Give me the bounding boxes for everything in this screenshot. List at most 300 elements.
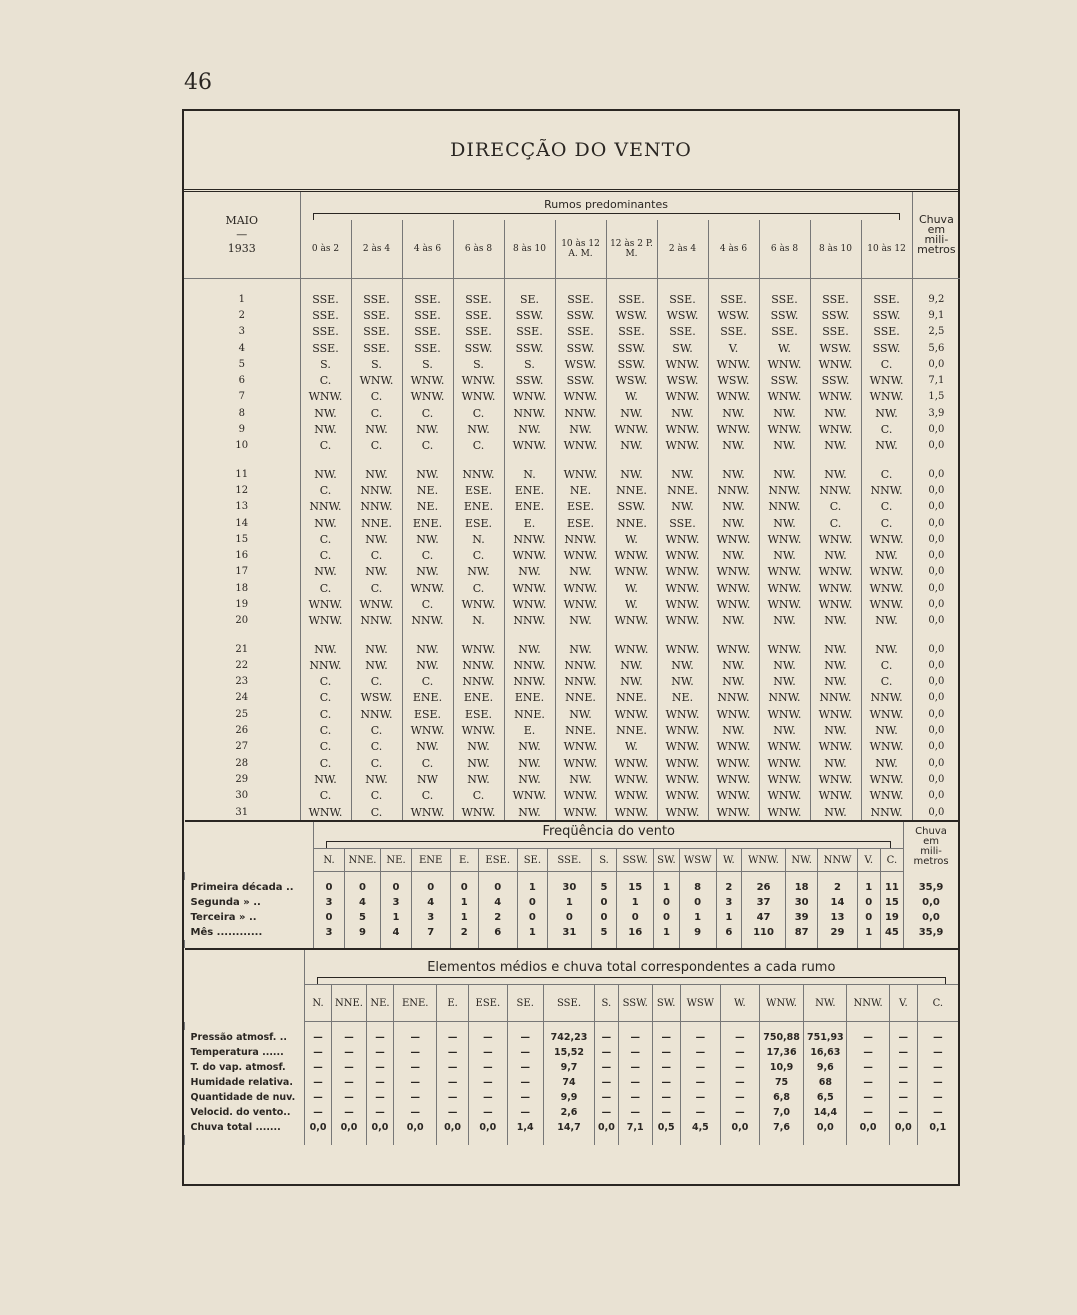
elem-cell: 0,0 [437,1120,469,1135]
elem-cell: 7,1 [618,1120,652,1135]
chuva-cell: 0,0 [912,438,960,454]
freq-cell: 1 [450,910,478,925]
wind-direction-cell: NW. [708,499,759,515]
day-number: 5 [238,358,245,370]
wind-direction-cell: NW. [300,515,351,531]
wind-direction-cell: WNW. [555,755,606,771]
wind-direction-cell: NW. [300,466,351,482]
day-number: 3 [238,326,245,338]
elem-cell: 0,1 [917,1120,958,1135]
wind-direction-cell: SSW. [810,307,861,323]
wind-direction-cell: WNW. [606,641,657,657]
elem-cell: 750,88 [759,1030,804,1045]
freq-row-label: Terceira » .. [190,912,257,924]
wind-direction-cell: C. [300,482,351,498]
wind-direction-cell: NW. [300,421,351,437]
chuva-cell: 9,2 [912,291,960,307]
wind-direction-cell: SSE. [351,340,402,356]
elem-cell: — [917,1090,958,1105]
wind-direction-cell: WNW. [759,804,810,820]
elem-cell: 0,0 [847,1120,890,1135]
freq-cell: 7 [411,925,450,940]
wind-direction-cell: NNE. [606,690,657,706]
wind-direction-cell: NW. [555,641,606,657]
freq-cell: 26 [742,880,786,895]
day-row [184,466,960,482]
wind-direction-cell: NW. [606,466,657,482]
wind-direction-cell: NNW. [861,482,912,498]
wind-direction-cell: C. [861,674,912,690]
wind-direction-cell: NNW. [504,674,555,690]
wind-direction-cell: NW. [453,755,504,771]
day-number: 12 [235,484,249,496]
wind-direction-cell: SSW. [861,307,912,323]
wind-direction-cell: WSW. [351,690,402,706]
wind-direction-cell: E. [504,515,555,531]
wind-direction-cell: WNW. [555,739,606,755]
elem-cell: — [437,1060,469,1075]
day-row [184,547,960,563]
elem-cell: 4,5 [680,1120,721,1135]
wind-direction-cell: NW. [657,499,708,515]
day-number: 27 [235,741,249,753]
wind-direction-cell: WNW. [759,531,810,547]
freq-cell: 1 [654,925,679,940]
elem-row [185,1060,959,1075]
wind-direction-cell: W. [759,340,810,356]
elem-cell: — [507,1060,543,1075]
wind-direction-cell: SSE. [759,291,810,307]
freq-cell: 0 [411,880,450,895]
wind-direction-cell: NW. [861,405,912,421]
wind-direction-cell: NE. [402,482,453,498]
day-row [184,804,960,820]
wind-direction-cell: NW. [861,641,912,657]
wind-direction-cell: NW. [708,722,759,738]
freq-cell: 1 [857,925,880,940]
elem-cell: — [917,1105,958,1120]
day-number: 19 [235,598,249,610]
day-number: 16 [235,550,249,562]
wind-direction-cell: NNE. [555,690,606,706]
wind-direction-cell: SSW. [606,499,657,515]
wind-direction-cell: NNW. [861,804,912,820]
chuva-cell: 0,0 [912,674,960,690]
chuva-cell: 0,0 [912,657,960,673]
wind-direction-cell: SSE. [453,307,504,323]
wind-direction-cell: NNW. [810,482,861,498]
brace [326,841,891,848]
wind-direction-cell: WNW. [708,804,759,820]
wind-direction-cell: NW. [657,674,708,690]
day-row [184,674,960,690]
wind-direction-cell: WSW. [555,356,606,372]
direction-header: E. [437,985,469,1022]
chuva-header: Chuva em mili- metros [904,821,958,872]
wind-direction-cell: NNW. [759,499,810,515]
wind-direction-cell: C. [810,515,861,531]
freq-cell: 5 [344,910,381,925]
wind-direction-cell: NW. [861,613,912,629]
day-row [184,291,960,307]
freq-row [185,910,959,925]
elem-cell: — [847,1090,890,1105]
elem-cell: 0,0 [304,1120,332,1135]
elem-row-label: Velocid. do vento.. [190,1107,291,1119]
wind-direction-cell: WNW. [759,771,810,787]
wind-direction-cell: WSW. [708,307,759,323]
elem-cell: — [618,1045,652,1060]
elem-cell: — [917,1045,958,1060]
day-row [184,706,960,722]
wind-direction-cell: SSE. [351,324,402,340]
wind-direction-cell: NNW. [453,657,504,673]
direction-header: C. [880,849,903,872]
wind-direction-cell: WNW. [759,788,810,804]
wind-direction-cell: W. [606,739,657,755]
direction-header: NNE. [332,985,366,1022]
freq-cell: 0 [591,910,616,925]
wind-direction-cell: WNW. [708,706,759,722]
freq-cell: 0 [381,880,411,895]
wind-direction-cell: ENE. [504,499,555,515]
wind-direction-cell: WNW. [555,389,606,405]
hour-header: 8 às 10 [504,220,555,279]
wind-direction-cell: WNW. [300,389,351,405]
wind-direction-cell: NW. [759,405,810,421]
wind-direction-cell: SW. [657,340,708,356]
freq-cell: 15 [617,880,654,895]
day-row [184,421,960,437]
wind-direction-cell: C. [453,405,504,421]
day-row [184,531,960,547]
direction-header: WSW [680,985,721,1022]
wind-direction-cell: SSW. [504,340,555,356]
chuva-cell: 0,0 [904,910,958,925]
freq-cell: 0 [654,910,679,925]
day-number: 31 [235,806,249,818]
wind-direction-cell: ENE. [402,515,453,531]
wind-direction-cell: WNW. [861,372,912,388]
elem-cell: 7,6 [759,1120,804,1135]
freq-row-label: Mês ............ [190,927,263,939]
freq-cell: 15 [880,895,903,910]
wind-direction-cell: WNW. [861,580,912,596]
direction-header: SSE. [547,849,591,872]
freq-cell: 0 [857,895,880,910]
wind-direction-cell: C. [300,531,351,547]
elem-cell: — [469,1045,507,1060]
elem-cell: — [721,1060,759,1075]
wind-direction-cell: WNW. [504,547,555,563]
elem-cell: — [652,1090,680,1105]
wind-direction-cell: WNW. [861,564,912,580]
wind-direction-cell: C. [351,580,402,596]
wind-direction-cell: WNW. [300,804,351,820]
rumos-table [184,192,960,820]
day-number: 9 [238,424,245,436]
wind-direction-cell: NW. [300,641,351,657]
wind-direction-cell: NW. [555,771,606,787]
section-frequencia-title: Freqüência do vento [314,821,904,849]
day-row [184,690,960,706]
wind-direction-cell: NW. [861,755,912,771]
wind-direction-cell: NW. [759,515,810,531]
wind-direction-cell: SSW. [453,340,504,356]
wind-direction-cell: C. [351,739,402,755]
wind-direction-cell: WNW. [402,372,453,388]
wind-direction-cell: NW [402,771,453,787]
wind-direction-cell: WNW. [402,389,453,405]
freq-row [185,895,959,910]
wind-direction-cell: S. [351,356,402,372]
wind-direction-cell: WNW. [708,596,759,612]
wind-direction-cell: C. [300,706,351,722]
hour-header: 10 às 12 [861,220,912,279]
wind-direction-cell: SSE. [300,340,351,356]
wind-direction-cell: C. [351,722,402,738]
wind-direction-cell: WNW. [657,421,708,437]
hour-header: 4 às 6 [402,220,453,279]
direction-header: SW. [654,849,679,872]
wind-direction-cell: NW. [300,405,351,421]
freq-cell: 1 [617,895,654,910]
day-number: 20 [235,615,249,627]
wind-direction-cell: C. [351,438,402,454]
elem-cell: — [469,1075,507,1090]
wind-direction-cell: WNW. [759,706,810,722]
wind-direction-cell: WSW. [810,340,861,356]
day-row [184,515,960,531]
wind-direction-cell: SSE. [504,324,555,340]
hour-header: 6 às 8 [453,220,504,279]
wind-direction-cell: NW. [504,739,555,755]
elem-cell: — [652,1105,680,1120]
wind-direction-cell: WNW. [555,804,606,820]
elem-cell: 9,7 [543,1060,594,1075]
elem-cell: — [889,1105,917,1120]
freq-cell: 2 [716,880,741,895]
wind-direction-cell: N. [504,466,555,482]
wind-direction-cell: V. [708,340,759,356]
day-number: 6 [238,375,245,387]
elem-cell: — [721,1045,759,1060]
wind-direction-cell: NW. [657,405,708,421]
freq-cell: 6 [716,925,741,940]
wind-direction-cell: NE. [555,482,606,498]
freq-cell: 2 [818,880,857,895]
elem-cell: 9,6 [804,1060,847,1075]
elem-cell: — [304,1045,332,1060]
wind-direction-cell: SSE. [657,291,708,307]
elem-cell: — [889,1045,917,1060]
wind-direction-cell: NW. [657,657,708,673]
wind-direction-cell: C. [402,405,453,421]
direction-header: NW. [804,985,847,1022]
freq-cell: 29 [818,925,857,940]
freq-cell: 30 [547,880,591,895]
wind-direction-cell: NW. [759,613,810,629]
wind-direction-cell: SSE. [300,291,351,307]
wind-direction-cell: W. [606,531,657,547]
wind-direction-cell: NNW. [504,405,555,421]
day-number: 8 [238,407,245,419]
freq-row [185,925,959,940]
wind-direction-cell: WNW. [861,739,912,755]
wind-direction-cell: C. [402,438,453,454]
wind-direction-cell: C. [351,804,402,820]
elem-cell: 14,4 [804,1105,847,1120]
elem-cell: — [437,1030,469,1045]
freq-cell: 2 [478,910,517,925]
chuva-cell: 0,0 [912,755,960,771]
wind-direction-cell: WNW. [657,596,708,612]
wind-direction-cell: NW. [300,564,351,580]
chuva-cell: 0,0 [912,804,960,820]
elem-cell: — [332,1060,366,1075]
freq-cell: 4 [478,895,517,910]
wind-direction-cell: WNW. [708,788,759,804]
elem-cell: 74 [543,1075,594,1090]
wind-direction-cell: WNW. [708,356,759,372]
elem-cell: 0,0 [394,1120,437,1135]
wind-direction-cell: WNW. [657,564,708,580]
wind-direction-cell: SSE. [657,324,708,340]
elem-cell: — [366,1105,394,1120]
day-row [184,405,960,421]
wind-direction-cell: NNE. [606,515,657,531]
elem-cell: — [469,1105,507,1120]
chuva-cell: 0,0 [912,580,960,596]
wind-direction-cell: SSW. [810,372,861,388]
wind-direction-cell: NW. [861,722,912,738]
direction-header: NW. [785,849,817,872]
wind-direction-cell: SSE. [861,324,912,340]
chuva-cell: 5,6 [912,340,960,356]
elem-cell: 7,0 [759,1105,804,1120]
wind-direction-cell: W. [606,596,657,612]
wind-direction-cell: WNW. [606,547,657,563]
wind-direction-cell: WNW. [861,596,912,612]
wind-direction-cell: WNW. [606,788,657,804]
day-number: 21 [235,643,249,655]
wind-direction-cell: ESE. [453,482,504,498]
wind-direction-cell: S. [300,356,351,372]
wind-direction-cell: SSE. [351,307,402,323]
wind-direction-cell: NW. [402,421,453,437]
wind-direction-cell: WNW. [453,596,504,612]
chuva-cell: 0,0 [912,515,960,531]
freq-cell: 0 [857,910,880,925]
wind-direction-cell: WNW. [708,389,759,405]
wind-direction-cell: WNW. [810,421,861,437]
elem-cell: 0,5 [652,1120,680,1135]
wind-direction-cell: SSE. [555,291,606,307]
day-row [184,340,960,356]
day-row [184,372,960,388]
wind-direction-cell: SSE. [759,324,810,340]
wind-direction-cell: NW. [708,657,759,673]
wind-direction-cell: WNW. [657,706,708,722]
elem-cell: — [595,1105,619,1120]
wind-direction-cell: WNW. [810,596,861,612]
wind-direction-cell: WNW. [300,596,351,612]
elem-cell: — [366,1075,394,1090]
wind-direction-cell: SSE. [708,291,759,307]
elem-cell: 0,0 [469,1120,507,1135]
table-frame [182,109,960,1186]
wind-direction-cell: NW. [810,405,861,421]
freq-cell: 5 [591,925,616,940]
elem-cell: — [680,1075,721,1090]
freq-cell: 0 [314,880,344,895]
freq-cell: 39 [785,910,817,925]
elem-cell: — [304,1060,332,1075]
day-row [184,657,960,673]
wind-direction-cell: C. [351,755,402,771]
elem-cell: — [595,1045,619,1060]
freq-cell: 1 [679,910,716,925]
wind-direction-cell: WNW. [810,771,861,787]
wind-direction-cell: C. [861,499,912,515]
wind-direction-cell: WNW. [402,580,453,596]
wind-direction-cell: NNW. [555,531,606,547]
elem-cell: — [394,1045,437,1060]
wind-direction-cell: WSW. [657,372,708,388]
day-number: 25 [235,708,249,720]
wind-direction-cell: NW. [504,421,555,437]
wind-direction-cell: WNW. [555,580,606,596]
wind-direction-cell: WNW. [861,531,912,547]
wind-direction-cell: WNW. [555,466,606,482]
wind-direction-cell: C. [351,405,402,421]
wind-direction-cell: C. [351,389,402,405]
elem-row [185,1090,959,1105]
chuva-cell: 9,1 [912,307,960,323]
wind-direction-cell: WNW. [606,771,657,787]
freq-cell: 13 [818,910,857,925]
wind-direction-cell: WNW. [861,771,912,787]
wind-direction-cell: NW. [351,466,402,482]
wind-direction-cell: WNW. [453,641,504,657]
chuva-cell: 0,0 [912,466,960,482]
wind-direction-cell: N. [453,531,504,547]
elem-cell: — [680,1060,721,1075]
elementos-table [184,948,958,1145]
wind-direction-cell: WNW. [657,438,708,454]
elem-cell: — [721,1105,759,1120]
day-number: 7 [238,391,245,403]
wind-direction-cell: WNW. [861,389,912,405]
wind-direction-cell: NW. [810,613,861,629]
wind-direction-cell: NNE. [351,515,402,531]
freq-cell: 4 [411,895,450,910]
elem-cell: — [889,1090,917,1105]
wind-direction-cell: WNW. [606,755,657,771]
wind-direction-cell: NW. [453,564,504,580]
wind-direction-cell: NW. [504,564,555,580]
elem-cell: — [721,1075,759,1090]
wind-direction-cell: NW. [351,657,402,673]
freq-cell: 3 [314,895,344,910]
elem-cell: 9,9 [543,1090,594,1105]
wind-direction-cell: NE. [402,499,453,515]
chuva-cell: 0,0 [912,547,960,563]
wind-direction-cell: NW. [810,755,861,771]
elem-cell: — [917,1060,958,1075]
wind-direction-cell: SSW. [606,356,657,372]
elem-cell: — [394,1060,437,1075]
